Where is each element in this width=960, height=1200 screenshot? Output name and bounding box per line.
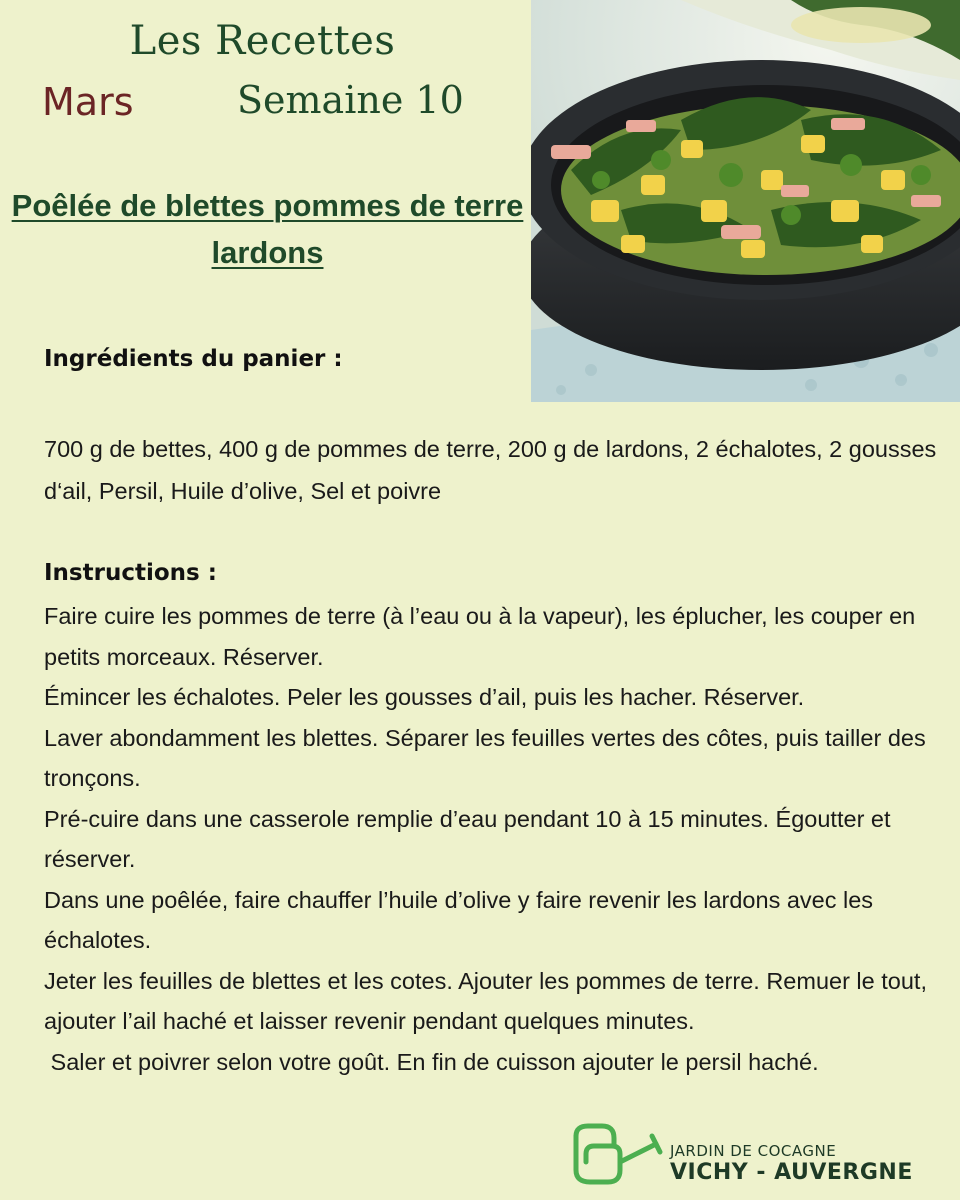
logo-line1: JARDIN DE COCAGNE	[670, 1142, 837, 1160]
watering-can-logo-icon	[568, 1122, 664, 1193]
week-label: Semaine 10	[237, 78, 464, 122]
recipe-title: Poêlée de blettes pommes de terre lardons	[11, 188, 524, 270]
ingredients-text: 700 g de bettes, 400 g de pommes de terre, 200 g de lardons, 2 échalotes, 2 gousses d‘ail, Persil, Huile d’olive, Sel et poivre	[44, 436, 937, 504]
jardin-de-cocagne-logo	[568, 1122, 948, 1188]
pan-of-chard-potatoes-photo	[531, 0, 960, 402]
logo-line2: VICHY - AUVERGNE	[670, 1160, 913, 1185]
instruction-step: Laver abondamment les blettes. Séparer les feuilles vertes des côtes, puis tailler des tronçons.	[44, 724, 933, 791]
instruction-step: Jeter les feuilles de blettes et les cotes. Ajouter les pommes de terre. Remuer le tout, ajouter l’ail haché et laisser revenir pendant quelques minutes.	[44, 967, 934, 1034]
ingredients-heading: Ingrédients du panier :	[44, 346, 343, 372]
instruction-step: Dans une poêlée, faire chauffer l’huile d’olive y faire revenir les lardons avec les échalotes.	[44, 886, 880, 953]
instruction-step: Saler et poivrer selon votre goût. En fin de cuisson ajouter le persil haché.	[44, 1048, 819, 1075]
instruction-step: Faire cuire les pommes de terre (à l’eau ou à la vapeur), les éplucher, les couper en petits morceaux. Réserver.	[44, 603, 922, 670]
instruction-step: Émincer les échalotes. Peler les gousses d’ail, puis les hacher. Réserver.	[44, 684, 805, 710]
instruction-step: Pré-cuire dans une casserole remplie d’eau pendant 10 à 15 minutes. Égoutter et réserver.	[44, 805, 898, 872]
page-header-title: Les Recettes	[129, 18, 396, 64]
instructions-heading: Instructions :	[44, 560, 217, 586]
month-label: Mars	[42, 80, 134, 124]
instructions-list	[44, 596, 954, 1082]
